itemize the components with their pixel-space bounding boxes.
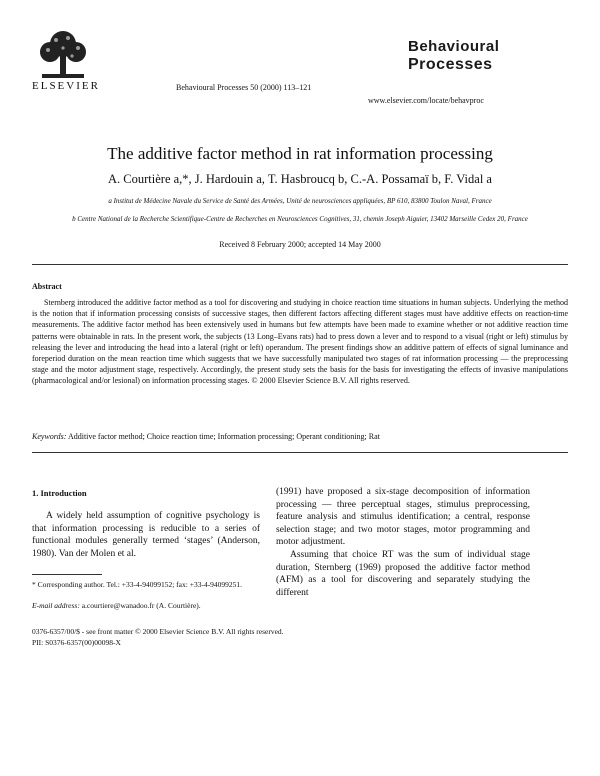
abstract-bottom-rule — [32, 452, 568, 453]
email-label: E-mail address: — [32, 601, 80, 610]
abstract-top-rule — [32, 264, 568, 265]
keywords-label: Keywords: — [32, 432, 67, 441]
publisher-wordmark: ELSEVIER — [32, 80, 100, 92]
received-dates: Received 8 February 2000; accepted 14 May 2000 — [219, 240, 381, 249]
abstract-heading: Abstract — [32, 282, 62, 291]
elsevier-tree-logo-icon — [36, 28, 90, 80]
email-footnote — [32, 601, 262, 611]
intro-left-paragraph: A widely held assumption of cognitive psychology is that information processing is reducible to a series of functional modules generally termed ‘stages’ (Anderson, 1980). Van der Molen et al. — [32, 511, 260, 559]
journal-logo-line1: Behavioural — [408, 38, 500, 55]
journal-citation: Behavioural Processes 50 (2000) 113–121 — [176, 83, 312, 92]
copyright-line: 0376-6357/00/$ - see front matter © 2000 Elsevier Science B.V. All rights reserved. — [32, 627, 284, 636]
author-list: A. Courtière a,*, J. Hardouin a, T. Hasbroucq b, C.-A. Possamaï b, F. Vidal a — [108, 172, 492, 186]
affiliation-b: b Centre National de la Recherche Scientifique-Centre de Recherches en Neurosciences Cognitives, 31, chemin Joseph Aiguier, 13402 Marseille Cedex 20, France — [72, 215, 528, 223]
intro-right-paragraph-2: Assuming that choice RT was the sum of individual stage duration, Sternberg (1969) proposed the additive factor method (AFM) as a tool for discovering and separately studying the different — [276, 549, 530, 598]
journal-url-link[interactable]: www.elsevier.com/locate/behavproc — [368, 96, 484, 105]
journal-logo — [408, 38, 499, 74]
email-address[interactable]: a.courtiere@wanadoo.fr (A. Courtière). — [81, 601, 201, 610]
right-column — [276, 486, 530, 599]
pii-line: PII: S0376-6357(00)00098-X — [32, 638, 121, 647]
abstract-text: Sternberg introduced the additive factor method as a tool for discovering and studying in choice reaction time situations in human subjects. Underlying the method is the notion that if information processing consists of successive stages, then different factors affecting different stages must have additive effects on reaction-time measurements. The additive factor method has been extensively used in humans but few attempts have been made to examine whether or not additive reaction time patterns were obtainable in rats. In the present work, the subjects (13 Long–Evans rats) had to press down a lever and to respond to a visual (right or left) stimulus by releasing the lever and introducing the head into a lateral (right or left) operandum. The present findings show an additive pattern of effects of signal luminance and foreperiod duration on the mean reaction time which suggests that we have successfully manipulated two stages of rat information processing — the preprocessing stage and the motor adjustment stage, respectively. Accordingly, the present study sets the basis for the basis for investigating the effects of invasive manipulations (pharmacological and/or lesional) on information processing stages. © 2000 Elsevier Science B.V. All rights reserved. — [32, 298, 568, 386]
article-title: The additive factor method in rat information processing — [107, 144, 493, 163]
footnote-rule — [32, 574, 102, 575]
left-column — [32, 488, 260, 560]
corresponding-author-footnote: * Corresponding author. Tel.: +33-4-94099152; fax: +33-4-94099251. — [32, 580, 243, 589]
keywords — [32, 432, 568, 441]
affiliation-a: a Institut de Médecine Navale du Service de Santé des Armées, Unité de neurosciences appliquées, BP 610, 83800 Toulon Naval, France — [108, 197, 492, 205]
keywords-list: Additive factor method; Choice reaction time; Information processing; Operant conditioning; Rat — [67, 432, 380, 441]
intro-right-paragraph-1: (1991) have proposed a six-stage decomposition of information processing — three perceptual stages, stimulus preprocessing, feature analysis and stimulus identification; a central, response selection stage; and two motor stages, motor programming and motor adjustment. — [276, 487, 530, 548]
journal-logo-line2: Processes — [408, 56, 493, 73]
section-heading-introduction: 1. Introduction — [32, 488, 87, 498]
